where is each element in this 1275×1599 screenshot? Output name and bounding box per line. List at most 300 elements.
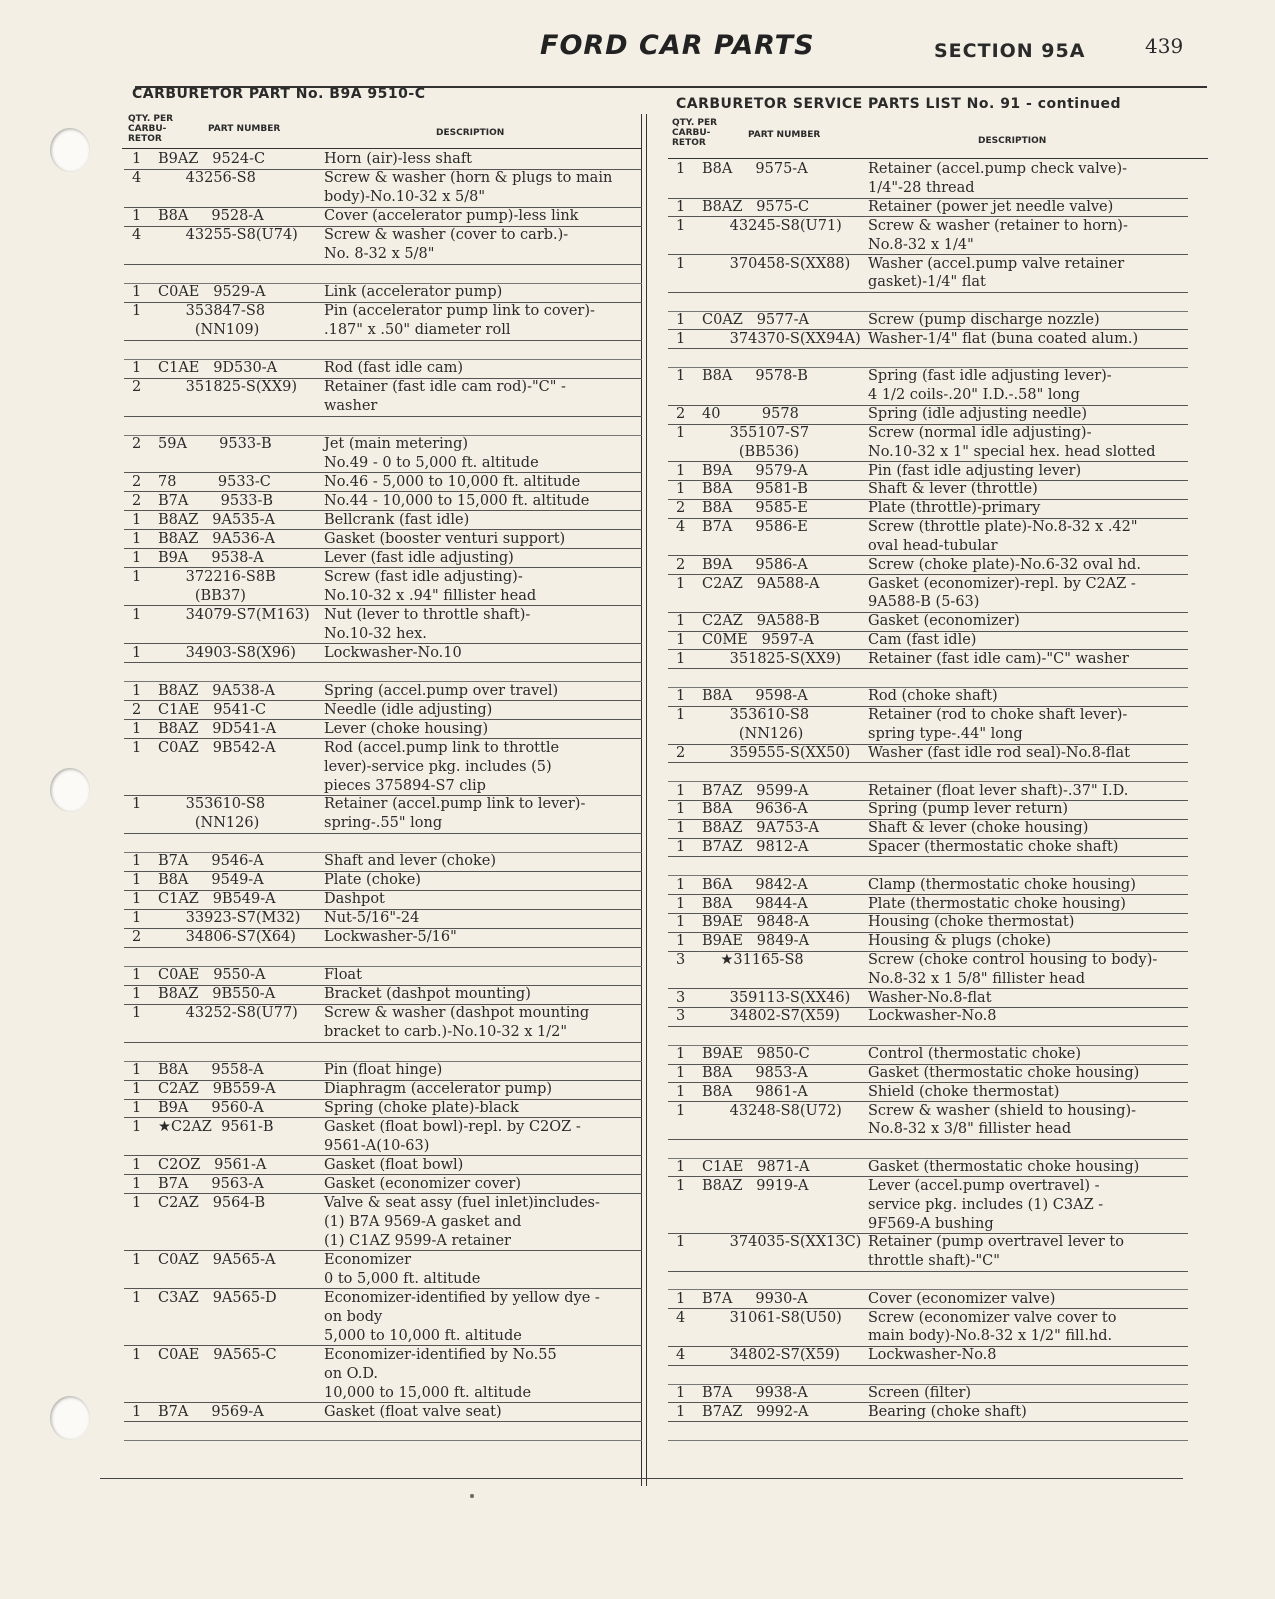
blank-row: [124, 662, 642, 682]
part-number-cell: B9A 9538-A: [158, 549, 264, 566]
part-number-cell: C2AZ 9A588-A: [702, 575, 820, 592]
binder-hole: [50, 1396, 90, 1440]
table-row: [124, 435, 642, 474]
qty-cell: 1: [676, 462, 686, 479]
part-number-cell: B8A 9528-A: [158, 208, 264, 225]
page-mark: [470, 1494, 474, 1498]
part-number-cell: B9AZ 9524-C: [158, 151, 266, 168]
description-cell: Bearing (choke shaft): [868, 1403, 1027, 1420]
blank-row: [124, 947, 642, 967]
description-cell: Gasket (thermostatic choke housing): [868, 1064, 1140, 1081]
part-number-cell: C1AE 9541-C: [158, 701, 267, 718]
description-cell: Lockwasher-No.8: [868, 1347, 997, 1364]
table-row: [124, 1250, 642, 1289]
qty-cell: 1: [676, 255, 686, 272]
table-row: [668, 819, 1188, 839]
table-row: [668, 518, 1188, 557]
table-row: [124, 966, 642, 986]
description-cell: Shield (choke thermostat): [868, 1083, 1060, 1100]
qty-cell: 2: [676, 744, 686, 761]
blank-row: [668, 1139, 1188, 1159]
qty-cell: 4: [676, 1309, 686, 1326]
table-row: [668, 706, 1188, 745]
part-number-cell: 43252-S8(U77): [158, 1005, 298, 1022]
qty-cell: 1: [132, 739, 142, 756]
table-row: [124, 1099, 642, 1119]
part-number-cell: B8A 9549-A: [158, 872, 264, 889]
qty-cell: 1: [676, 820, 686, 837]
table-row: [124, 529, 642, 549]
qty-cell: 1: [132, 1081, 142, 1098]
qty-cell: 1: [132, 1346, 142, 1363]
qty-cell: 1: [132, 1251, 142, 1268]
table-row: [668, 988, 1188, 1008]
description-cell: Spring (accel.pump over travel): [324, 682, 559, 699]
part-number-cell: 34802-S7(X59): [702, 1347, 840, 1364]
qty-cell: 1: [132, 606, 142, 623]
table-row: [124, 207, 642, 227]
description-cell: Washer (accel.pump valve retainer gasket)-1/4" flat: [868, 255, 1125, 291]
description-cell: Housing & plugs (choke): [868, 933, 1051, 950]
qty-cell: 4: [132, 170, 142, 187]
description-cell: Lockwasher-5/16": [324, 929, 457, 946]
description-cell: Spring (fast idle adjusting lever)- 4 1/2 coils-.20" I.D.-.58" long: [868, 368, 1112, 404]
table-row: [668, 555, 1188, 575]
description-cell: Spring (choke plate)-black: [324, 1100, 519, 1116]
part-number-cell: B8A 9578-B: [702, 368, 808, 385]
blank-row: [668, 1365, 1188, 1385]
description-cell: Valve & seat assy (fuel inlet)includes- (1) B7A 9569-A gasket and (1) C1AZ 9599-A retainer: [324, 1194, 600, 1249]
qty-cell: 1: [132, 1156, 142, 1173]
description-cell: Spacer (thermostatic choke shaft): [868, 839, 1119, 856]
description-cell: Diaphragm (accelerator pump): [324, 1081, 553, 1098]
description-cell: Shaft & lever (choke housing): [868, 820, 1089, 837]
qty-cell: 1: [676, 839, 686, 856]
part-number-cell: C0AE 9529-A: [158, 284, 266, 301]
table-row: [668, 424, 1188, 463]
part-number-cell: 43256-S8: [158, 170, 256, 187]
qty-cell: 1: [676, 481, 686, 498]
qty-cell: 1: [132, 568, 142, 585]
part-number-cell: B7A 9569-A: [158, 1403, 264, 1420]
part-number-cell: C3AZ 9A565-D: [158, 1289, 277, 1306]
qty-cell: 1: [132, 1118, 142, 1135]
qty-cell: 1: [132, 853, 142, 870]
description-cell: Retainer (fast idle cam)-"C" washer: [868, 650, 1129, 667]
description-cell: Jet (main metering) No.49 - 0 to 5,000 ft. altitude: [324, 436, 539, 471]
description-cell: Cover (accelerator pump)-less link: [324, 208, 579, 225]
table-row: [668, 499, 1188, 519]
blank-row: [668, 668, 1188, 688]
left-desc-header: DESCRIPTION: [436, 128, 505, 138]
part-number-cell: C1AE 9871-A: [702, 1159, 810, 1176]
qty-cell: 3: [676, 951, 686, 968]
table-row: [124, 985, 642, 1005]
qty-cell: 1: [132, 511, 142, 528]
qty-cell: 1: [676, 1290, 686, 1307]
table-row: [124, 1288, 642, 1346]
blank-row: [668, 1026, 1188, 1046]
part-number-cell: 78 9533-C: [158, 473, 271, 490]
qty-cell: 1: [132, 284, 142, 301]
table-row: [668, 329, 1188, 349]
part-number-cell: 43245-S8(U71): [702, 217, 842, 234]
table-row: [668, 254, 1188, 293]
qty-cell: 1: [676, 914, 686, 931]
table-row: [668, 1346, 1188, 1366]
part-number-cell: 33923-S7(M32): [158, 910, 301, 927]
part-number-cell: B8A 9636-A: [702, 801, 808, 818]
description-cell: Rod (choke shaft): [868, 688, 998, 705]
table-row: [668, 405, 1188, 425]
qty-cell: 1: [132, 360, 142, 377]
blank-row: [668, 856, 1188, 876]
blank-row: [668, 348, 1188, 368]
table-row: [668, 1064, 1188, 1084]
part-number-cell: B7A 9563-A: [158, 1175, 264, 1192]
description-cell: Screw & washer (shield to housing)- No.8-32 x 3/8" fillister head: [868, 1102, 1137, 1138]
description-cell: Gasket (float bowl): [324, 1156, 464, 1173]
qty-cell: 1: [676, 1064, 686, 1081]
qty-cell: 1: [676, 424, 686, 441]
part-number-cell: 351825-S(XX9): [702, 650, 842, 667]
table-row: [124, 719, 642, 739]
qty-cell: 2: [132, 379, 142, 396]
table-row: [668, 1158, 1188, 1178]
left-header-rule: [122, 148, 642, 149]
table-row: [124, 548, 642, 568]
description-cell: Housing (choke thermostat): [868, 914, 1075, 931]
qty-cell: 1: [676, 1102, 686, 1119]
table-row: [124, 302, 642, 341]
right-part-header: PART NUMBER: [748, 130, 821, 140]
table-row: [124, 890, 642, 910]
part-number-cell: B8A 9575-A: [702, 161, 808, 178]
blank-row: [124, 833, 642, 853]
part-number-cell: B7AZ 9992-A: [702, 1403, 809, 1420]
table-row: [668, 1233, 1188, 1272]
description-cell: Economizer 0 to 5,000 ft. altitude: [324, 1251, 481, 1287]
qty-cell: 1: [676, 1403, 686, 1420]
part-number-cell: B7AZ 9812-A: [702, 839, 809, 856]
part-number-cell: 34802-S7(X59): [702, 1008, 840, 1025]
description-cell: Cover (economizer valve): [868, 1290, 1056, 1307]
table-row: [668, 1308, 1188, 1347]
part-number-cell: 351825-S(XX9): [158, 379, 298, 396]
description-cell: Retainer (rod to choke shaft lever)- spring type-.44" long: [868, 707, 1128, 743]
part-number-cell: 372216-S8B (BB37): [185, 568, 276, 604]
description-cell: Screw (economizer valve cover to main body)-No.8-32 x 1/2" fill.hd.: [868, 1309, 1117, 1345]
qty-cell: 2: [132, 436, 142, 453]
table-row: [668, 1176, 1188, 1233]
qty-cell: 3: [676, 1008, 686, 1025]
table-row: [124, 605, 642, 644]
table-row: [124, 510, 642, 530]
description-cell: Clamp (thermostatic choke housing): [868, 876, 1136, 893]
description-cell: Screen (filter): [868, 1384, 972, 1401]
qty-cell: 1: [132, 1289, 142, 1306]
part-number-cell: 59A 9533-B: [158, 436, 272, 453]
description-cell: Horn (air)-less shaft: [324, 151, 473, 168]
description-cell: Shaft & lever (throttle): [868, 481, 1038, 498]
part-number-cell: C2OZ 9561-A: [158, 1156, 267, 1173]
part-number-cell: B9A 9586-A: [702, 556, 808, 573]
qty-cell: 1: [676, 650, 686, 667]
description-cell: Float: [324, 967, 362, 984]
qty-cell: 1: [132, 967, 142, 984]
part-number-cell: B8A 9585-E: [702, 500, 808, 517]
part-number-cell: 359555-S(XX50): [702, 744, 851, 761]
part-number-cell: 34806-S7(X64): [158, 929, 296, 946]
part-number-cell: B8AZ 9A536-A: [158, 530, 275, 547]
table-row: [668, 1082, 1188, 1102]
part-number-cell: B9AE 9849-A: [702, 933, 810, 950]
part-number-cell: B8A 9598-A: [702, 688, 808, 705]
qty-cell: 1: [676, 1083, 686, 1100]
part-number-cell: B7A 9930-A: [702, 1290, 808, 1307]
description-cell: Cam (fast idle): [868, 631, 977, 648]
description-cell: Gasket (thermostatic choke housing): [868, 1159, 1140, 1176]
description-cell: Lever (fast idle adjusting): [324, 549, 514, 566]
part-number-cell: B7A 9533-B: [158, 492, 274, 509]
qty-cell: 1: [132, 891, 142, 908]
description-cell: Shaft and lever (choke): [324, 853, 496, 870]
table-row: [668, 687, 1188, 707]
table-row: [124, 1080, 642, 1100]
part-number-cell: C0ME 9597-A: [702, 631, 814, 648]
table-row: [668, 913, 1188, 933]
qty-cell: 1: [132, 1062, 142, 1079]
left-part-header: PART NUMBER: [208, 124, 281, 134]
qty-cell: 1: [132, 1194, 142, 1211]
table-row: [668, 951, 1188, 990]
description-cell: Nut (lever to throttle shaft)- No.10-32 hex.: [324, 606, 531, 642]
blank-row: [124, 416, 642, 436]
table-row: [668, 1384, 1188, 1404]
qty-cell: 1: [676, 801, 686, 818]
right-desc-header: DESCRIPTION: [978, 136, 1047, 146]
part-number-cell: 353610-S8 (NN126): [729, 707, 810, 743]
part-number-cell: B8AZ 9575-C: [702, 199, 810, 216]
description-cell: Screw & washer (cover to carb.)- No. 8-32 x 5/8": [324, 227, 569, 263]
right-qty-header: QTY. PER CARBU- RETOR: [672, 118, 718, 148]
description-cell: Screw (choke plate)-No.6-32 oval hd.: [868, 556, 1141, 573]
qty-cell: 1: [676, 1177, 686, 1194]
qty-cell: 1: [676, 368, 686, 385]
description-cell: Dashpot: [324, 891, 385, 908]
qty-cell: 1: [132, 796, 142, 813]
page-number: 439: [1145, 34, 1184, 58]
description-cell: Rod (fast idle cam): [324, 360, 464, 377]
table-row: [668, 744, 1188, 764]
part-number-cell: 353847-S8 (NN109): [185, 303, 266, 339]
description-cell: Screw (throttle plate)-No.8-32 x .42" oval head-tubular: [868, 519, 1138, 554]
qty-cell: 1: [132, 644, 142, 661]
part-number-cell: 355107-S7 (BB536): [729, 424, 810, 460]
table-row: [124, 1345, 642, 1403]
footer-rule: [100, 1478, 1183, 1479]
description-cell: Retainer (power jet needle valve): [868, 199, 1114, 216]
part-number-cell: C1AZ 9B549-A: [158, 891, 276, 908]
table-row: [124, 473, 642, 493]
qty-cell: 1: [132, 530, 142, 547]
description-cell: Needle (idle adjusting): [324, 701, 493, 718]
qty-cell: 1: [132, 151, 142, 168]
description-cell: Rod (accel.pump link to throttle lever)-service pkg. includes (5) pieces 375894-S7 clip: [324, 739, 560, 794]
table-row: [668, 480, 1188, 500]
qty-cell: 2: [132, 701, 142, 718]
table-row: [124, 1004, 642, 1043]
table-row: [124, 359, 642, 379]
qty-cell: 2: [676, 556, 686, 573]
table-row: [124, 700, 642, 720]
table-row: [124, 283, 642, 303]
table-row: [124, 491, 642, 511]
description-cell: Economizer-identified by yellow dye - on body 5,000 to 10,000 ft. altitude: [324, 1289, 600, 1344]
description-cell: Screw & washer (dashpot mounting bracket to carb.)-No.10-32 x 1/2": [324, 1005, 590, 1041]
description-cell: Screw & washer (horn & plugs to main body)-No.10-32 x 5/8": [324, 170, 613, 206]
table-row: [124, 871, 642, 891]
qty-cell: 1: [132, 910, 142, 927]
left-parts-table: [124, 150, 642, 1450]
table-row: [668, 649, 1188, 669]
part-number-cell: B8AZ 9A535-A: [158, 511, 275, 528]
part-number-cell: 40 9578: [702, 406, 799, 423]
table-row: [124, 795, 642, 834]
description-cell: Gasket (float bowl)-repl. by C2OZ - 9561-A(10-63): [324, 1118, 581, 1154]
part-number-cell: 370458-S(XX88): [702, 255, 851, 272]
description-cell: Plate (throttle)-primary: [868, 500, 1041, 517]
part-number-cell: B8A 9861-A: [702, 1083, 808, 1100]
right-parts-table: [668, 160, 1188, 1460]
table-row: [668, 1007, 1188, 1027]
description-cell: Washer-No.8-flat: [868, 989, 992, 1006]
description-cell: Plate (choke): [324, 872, 421, 889]
description-cell: Pin (fast idle adjusting lever): [868, 462, 1082, 479]
part-number-cell: B9A 9560-A: [158, 1100, 264, 1116]
qty-cell: 1: [676, 631, 686, 648]
part-number-cell: C2AZ 9B559-A: [158, 1081, 276, 1098]
table-row: [668, 574, 1188, 613]
blank-row: [668, 762, 1188, 782]
description-cell: Lever (choke housing): [324, 720, 489, 737]
description-cell: Screw (fast idle adjusting)- No.10-32 x .94" fillister head: [324, 568, 537, 604]
table-row: [668, 875, 1188, 895]
table-row: [124, 909, 642, 929]
column-divider: [646, 114, 647, 1486]
table-row: [668, 631, 1188, 651]
part-number-cell: B7A 9586-E: [702, 519, 808, 536]
table-row: [124, 169, 642, 208]
binder-hole: [50, 768, 90, 812]
qty-cell: 1: [676, 1234, 686, 1251]
description-cell: Retainer (pump overtravel lever to throttle shaft)-"C": [868, 1234, 1124, 1270]
qty-cell: 1: [132, 872, 142, 889]
table-row: [124, 150, 642, 170]
part-number-cell: 43255-S8(U74): [158, 227, 298, 244]
table-row: [668, 838, 1188, 858]
description-cell: Gasket (economizer cover): [324, 1175, 521, 1192]
description-cell: Retainer (float lever shaft)-.37" I.D.: [868, 782, 1129, 799]
blank-row: [668, 292, 1188, 312]
description-cell: Retainer (accel.pump link to lever)- spring-.55" long: [324, 796, 586, 832]
part-number-cell: C0AZ 9B542-A: [158, 739, 276, 756]
part-number-cell: C0AZ 9A565-A: [158, 1251, 276, 1268]
table-row: [124, 226, 642, 265]
table-row: [668, 160, 1188, 199]
blank-row: [124, 264, 642, 284]
qty-cell: 1: [676, 1046, 686, 1063]
table-row: [668, 894, 1188, 914]
table-row: [124, 1402, 642, 1422]
description-cell: Washer-1/4" flat (buna coated alum.): [868, 330, 1139, 347]
part-number-cell: B7A 9546-A: [158, 853, 264, 870]
description-cell: Gasket (economizer)-repl. by C2AZ - 9A588-B (5-63): [868, 575, 1136, 611]
description-cell: Pin (accelerator pump link to cover)- .187" x .50" diameter roll: [324, 303, 595, 339]
description-cell: Retainer (fast idle cam rod)-"C" - washer: [324, 379, 566, 415]
description-cell: Pin (float hinge): [324, 1062, 443, 1079]
part-number-cell: 34903-S8(X96): [158, 644, 296, 661]
part-number-cell: B9AE 9850-C: [702, 1046, 810, 1063]
part-number-cell: B8A 9581-B: [702, 481, 808, 498]
table-row: [668, 311, 1188, 331]
qty-cell: 1: [132, 1005, 142, 1022]
table-row: [124, 1118, 642, 1157]
description-cell: Link (accelerator pump): [324, 284, 503, 301]
table-row: [124, 928, 642, 948]
table-row: [668, 932, 1188, 952]
qty-cell: 1: [676, 876, 686, 893]
qty-cell: 4: [676, 1347, 686, 1364]
part-number-cell: B7A 9938-A: [702, 1384, 808, 1401]
qty-cell: 1: [132, 1403, 142, 1420]
description-cell: Screw (choke control housing to body)- No.8-32 x 1 5/8" fillister head: [868, 951, 1158, 987]
part-number-cell: B8A 9853-A: [702, 1064, 808, 1081]
table-row: [668, 1402, 1188, 1422]
description-cell: Spring (pump lever return): [868, 801, 1069, 818]
blank-row: [124, 340, 642, 360]
part-number-cell: 359113-S(XX46): [702, 989, 851, 1006]
blank-row: [668, 1271, 1188, 1291]
qty-cell: 1: [132, 1175, 142, 1192]
description-cell: Retainer (accel.pump check valve)- 1/4"-28 thread: [868, 161, 1128, 197]
table-row: [668, 367, 1188, 406]
table-row: [124, 1174, 642, 1194]
right-header-rule: [668, 158, 1208, 159]
qty-cell: 4: [132, 227, 142, 244]
qty-cell: 1: [132, 303, 142, 320]
description-cell: Gasket (economizer): [868, 613, 1020, 630]
description-cell: Bellcrank (fast idle): [324, 511, 470, 528]
qty-cell: 1: [132, 549, 142, 566]
description-cell: Economizer-identified by No.55 on O.D. 10,000 to 15,000 ft. altitude: [324, 1346, 557, 1401]
part-number-cell: B7AZ 9599-A: [702, 782, 809, 799]
description-cell: Plate (thermostatic choke housing): [868, 895, 1126, 912]
part-number-cell: C0AE 9A565-C: [158, 1346, 277, 1363]
description-cell: No.46 - 5,000 to 10,000 ft. altitude: [324, 473, 581, 490]
qty-cell: 1: [676, 895, 686, 912]
table-row: [668, 1045, 1188, 1065]
description-cell: Washer (fast idle rod seal)-No.8-flat: [868, 744, 1130, 761]
part-number-cell: 34079-S7(M163): [158, 606, 310, 623]
description-cell: Lockwasher-No.8: [868, 1008, 997, 1025]
part-number-cell: C2AZ 9A588-B: [702, 613, 820, 630]
table-row: [124, 738, 642, 796]
part-number-cell: 31061-S8(U50): [702, 1309, 842, 1326]
part-number-cell: B9AE 9848-A: [702, 914, 810, 931]
qty-cell: 1: [132, 986, 142, 1003]
part-number-cell: 374035-S(XX13C): [702, 1234, 862, 1251]
